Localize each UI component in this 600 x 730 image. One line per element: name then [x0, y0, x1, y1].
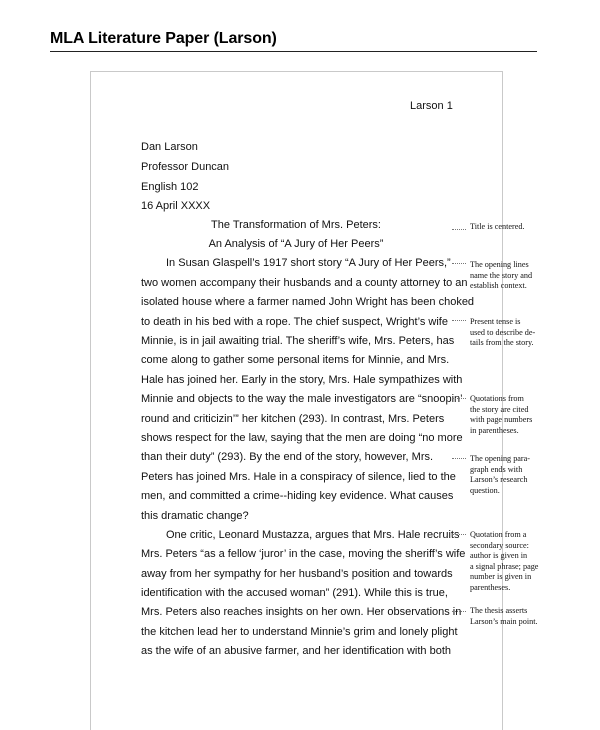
- body-line: come along to gather some personal items for Minnie, and Mrs.: [141, 354, 450, 366]
- body-line: In Susan Glaspell’s 1917 short story “A Jury of Her Peers,”: [166, 257, 451, 269]
- heading-instructor: Professor Duncan: [141, 161, 230, 173]
- annotation-secondary-source: [470, 530, 548, 594]
- annotation-line: The thesis asserts: [470, 606, 528, 615]
- body-line: One critic, Leonard Mustazza, argues that Mrs. Hale recruits: [166, 529, 460, 541]
- title-divider: [50, 51, 537, 52]
- annotation-line: number is given in: [470, 572, 532, 582]
- annotation-leader: [452, 229, 466, 230]
- document-title: MLA Literature Paper (Larson): [50, 30, 277, 47]
- body-line: men, and committed a crime--hiding key evidence. What causes: [141, 490, 454, 502]
- annotation-research-question: [470, 454, 548, 496]
- annotation-line: question.: [470, 485, 500, 495]
- annotation-line: a signal phrase; page: [470, 561, 539, 571]
- body-line: round and criticizin’” her kitchen (293). In contrast, Mrs. Peters: [141, 413, 445, 425]
- annotation-thesis: [470, 606, 548, 627]
- body-line: shows respect for the law, saying that the men are doing “no more: [141, 432, 463, 444]
- body-line: Mrs. Peters also reaches insights on her own. Her observations in: [141, 606, 462, 618]
- annotation-line: Quotations from: [470, 394, 524, 403]
- annotation-line: establish context.: [470, 281, 527, 291]
- heading-name: Dan Larson: [141, 141, 198, 153]
- annotation-line: the story are cited: [470, 404, 529, 414]
- annotation-line: used to describe de-: [470, 327, 536, 337]
- body-line: than their duty” (293). By the end of the story, however, Mrs.: [141, 451, 434, 463]
- annotation-present-tense: [470, 317, 548, 349]
- body-line: two women accompany their husbands and a county attorney to an: [141, 277, 468, 289]
- annotation-leader: [452, 263, 466, 264]
- annotation-line: in parentheses.: [470, 425, 519, 435]
- body-line: away from her sympathy for her husband’s position and towards: [141, 568, 453, 580]
- body-line: to death in his bed with a rope. The chief suspect, Wright’s wife: [141, 316, 448, 328]
- annotation-line: parentheses.: [470, 582, 511, 592]
- annotation-title-centered: [470, 222, 548, 233]
- annotation-line: with page numbers: [470, 415, 533, 425]
- annotation-leader: [452, 458, 466, 459]
- annotation-line: secondary source:: [470, 540, 529, 550]
- annotation-line: graph ends with: [470, 464, 523, 474]
- annotation-line: Title is centered.: [470, 222, 525, 231]
- body-line: the kitchen lead her to understand Minnie’s grim and lonely plight: [141, 626, 458, 638]
- paper-title-line: The Transformation of Mrs. Peters:: [211, 219, 381, 231]
- body-line: Hale has joined her. Early in the story, Mrs. Hale sympathizes with: [141, 374, 463, 386]
- annotation-leader: [452, 611, 466, 612]
- heading-course: English 102: [141, 181, 199, 193]
- body-line: Minnie, is in jail awaiting trial. The sheriff’s wife, Mrs. Peters, has: [141, 335, 455, 347]
- annotation-leader: [452, 534, 466, 535]
- annotation-line: tails from the story.: [470, 338, 534, 348]
- annotation-line: Present tense is: [470, 317, 521, 326]
- annotation-line: name the story and: [470, 270, 533, 280]
- annotation-line: Larson’s research: [470, 475, 528, 485]
- paper-title-line: An Analysis of “A Jury of Her Peers”: [208, 238, 384, 250]
- annotation-leader: [452, 398, 466, 399]
- annotation-line: Larson’s main point.: [470, 616, 538, 626]
- body-line: Peters has joined Mrs. Hale in a conspiracy of silence, lied to the: [141, 471, 456, 483]
- body-line: isolated house where a farmer named John Wright has been choked: [141, 296, 475, 308]
- body-line: as the wife of an abusive farmer, and her identification with both: [141, 645, 452, 657]
- body-line: identification with the accused woman” (291). While this is true,: [141, 587, 448, 599]
- annotation-line: Quotation from a: [470, 530, 527, 539]
- annotation-line: The opening lines: [470, 260, 529, 269]
- running-header: Larson 1: [410, 100, 453, 112]
- annotation-line: author is given in: [470, 551, 528, 561]
- annotation-quotations-cited: [470, 394, 548, 436]
- heading-date: 16 April XXXX: [141, 200, 211, 212]
- body-line: this dramatic change?: [141, 510, 249, 522]
- body-line: Minnie and objects to the way the male investigators are “snoopin’: [141, 393, 463, 405]
- annotation-opening-lines: [470, 260, 548, 292]
- annotation-leader: [452, 320, 466, 321]
- annotation-line: The opening para-: [470, 454, 531, 463]
- body-line: Mrs. Peters “as a fellow ‘juror’ in the case, moving the sheriff’s wife: [141, 548, 466, 560]
